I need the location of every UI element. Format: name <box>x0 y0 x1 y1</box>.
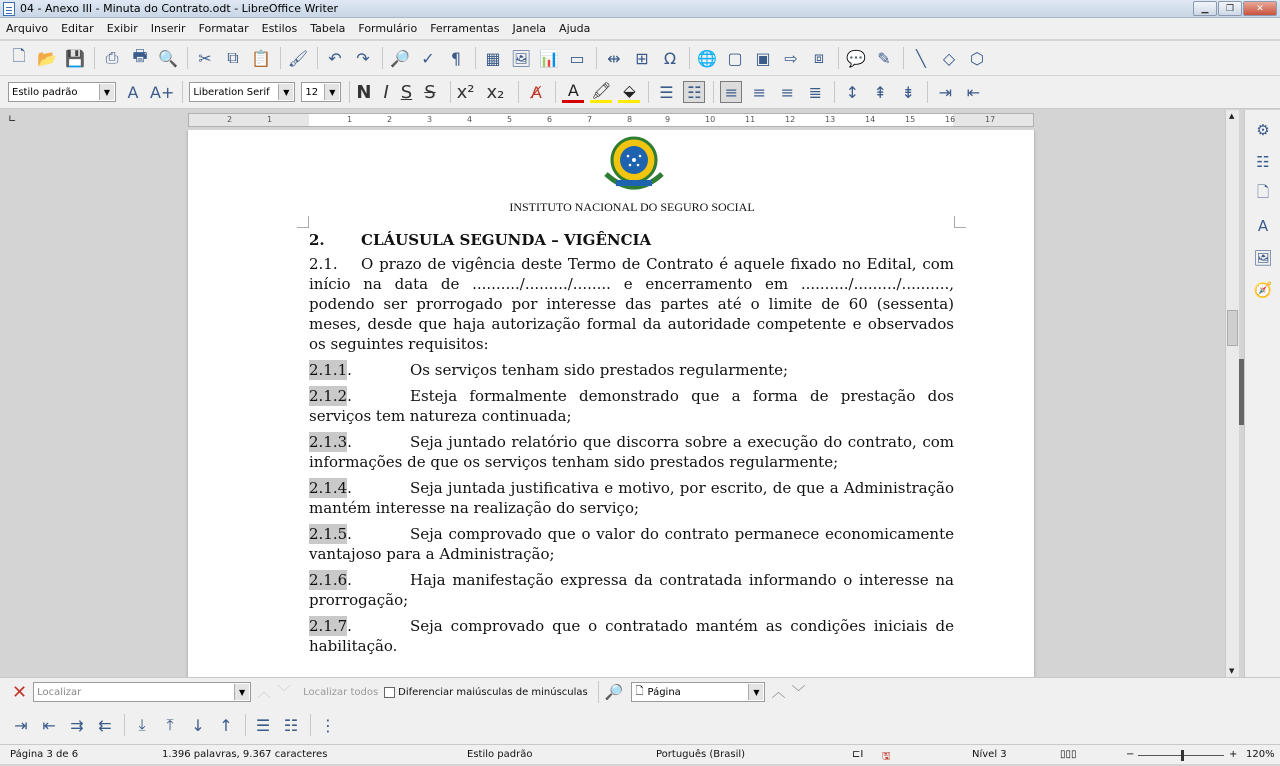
highlight-icon[interactable]: 🖍 <box>590 81 612 103</box>
zoom-out-icon[interactable]: − <box>1126 749 1135 760</box>
gallery-icon[interactable]: 🖼 <box>1253 249 1273 267</box>
paragraph-style-value: Estilo padrão <box>12 86 78 98</box>
ruler-number: 15 <box>905 115 916 124</box>
navigator-icon[interactable]: 🧭 <box>1253 281 1273 299</box>
match-case-label: Diferenciar maiúsculas de minúsculas <box>398 686 588 698</box>
decrease-paragraph-spacing-icon[interactable]: ⇟ <box>901 82 916 102</box>
status-bar <box>0 744 1280 764</box>
list-item <box>309 616 954 656</box>
find-all-button[interactable]: Localizar todos <box>303 686 379 698</box>
clause-heading-number: 2. <box>309 231 325 249</box>
menu-ajuda[interactable]: Ajuda <box>559 22 591 35</box>
ruler-number: 13 <box>825 115 836 124</box>
ruler-number: 16 <box>945 115 956 124</box>
navigate-next-icon[interactable]: ﹀ <box>791 685 806 701</box>
chevron-down-icon[interactable]: ▼ <box>234 684 249 700</box>
subscript-icon[interactable]: x₂ <box>486 81 505 103</box>
clause-intro-paragraph <box>309 254 954 354</box>
ruler-number: 11 <box>745 115 756 124</box>
close-window-button[interactable]: ✕ <box>1243 1 1277 16</box>
menu-editar[interactable]: Editar <box>61 22 94 35</box>
navigate-by-select[interactable] <box>631 682 765 702</box>
match-case-checkbox[interactable] <box>384 687 395 698</box>
menu-exibir[interactable]: Exibir <box>106 22 138 35</box>
find-next-icon[interactable]: ﹀ <box>277 685 292 701</box>
ruler-number: 14 <box>865 115 876 124</box>
font-color-icon[interactable]: A <box>562 81 584 103</box>
undo-icon[interactable]: ↶ <box>328 48 342 68</box>
promote-outline-icon[interactable]: ⇤ <box>42 715 56 735</box>
list-item <box>309 432 954 472</box>
ruler-number: 6 <box>547 115 553 124</box>
insert-mode-icon[interactable]: ⊏I <box>852 749 864 760</box>
list-item <box>309 386 954 426</box>
bullets-numbering-dialog-icon[interactable]: ⋮ <box>320 715 336 735</box>
draw-functions-icon[interactable]: ⬡ <box>970 48 984 68</box>
decrease-indent-icon[interactable]: ⇤ <box>966 82 981 102</box>
ruler-number: 4 <box>467 115 473 124</box>
brazil-coat-of-arms-icon <box>596 130 672 198</box>
find-previous-icon[interactable]: ︿ <box>257 685 272 701</box>
move-up-icon[interactable]: ⤒ <box>166 715 174 734</box>
gear-icon[interactable]: ⚙ <box>1256 121 1270 139</box>
justify-icon[interactable]: ≣ <box>808 82 823 102</box>
language[interactable]: Português (Brasil) <box>656 749 746 760</box>
increase-indent-icon[interactable]: ⇥ <box>938 82 953 102</box>
scrollbar-thumb[interactable] <box>1227 310 1238 346</box>
chevron-down-icon[interactable]: ▼ <box>748 684 763 700</box>
cut-icon[interactable]: ✂ <box>198 48 212 68</box>
item-text: Seja juntado relatório que discorra sobre a execução do contrato, com informações de que os serviços tenham sido prestados regularmente; <box>309 433 954 471</box>
item-number: 2.1.5. <box>309 525 352 543</box>
ruler-number: 7 <box>587 115 593 124</box>
list-item <box>309 360 954 380</box>
item-text: Seja comprovado que o valor do contrato permanece economicamente vantajoso para a Administração; <box>309 525 954 563</box>
insert-textbox-icon[interactable]: ▭ <box>569 48 585 68</box>
document-page[interactable] <box>188 130 1034 677</box>
promote-with-subpoints-icon[interactable]: ⇇ <box>98 715 112 735</box>
update-style-icon[interactable]: A <box>127 82 139 102</box>
formatting-toolbar <box>0 76 1280 109</box>
menu-janela[interactable]: Janela <box>512 22 547 35</box>
move-item-down-icon[interactable]: ↓ <box>191 715 205 735</box>
outline-level: Nível 3 <box>972 749 1007 760</box>
font-size-value: 12 <box>305 86 319 98</box>
tab-stop-selector-icon[interactable]: ∟ <box>8 114 17 125</box>
formatting-marks-icon[interactable]: ¶ <box>450 48 462 68</box>
clause-heading-text: CLÁUSULA SEGUNDA – VIGÊNCIA <box>361 231 652 249</box>
strikethrough-icon[interactable]: S <box>424 81 436 103</box>
print-icon[interactable]: 🖶 <box>132 45 148 65</box>
page-icon[interactable]: 🗋 <box>1256 182 1270 201</box>
find-replace-icon[interactable]: 🔎 <box>390 48 410 68</box>
chevron-down-icon[interactable]: ▼ <box>99 84 114 100</box>
minimize-button[interactable]: ▁ <box>1193 1 1217 16</box>
spellcheck-icon[interactable]: ✓ <box>421 48 435 68</box>
font-name-value: Liberation Serif <box>193 86 270 98</box>
menu-ferramentas[interactable]: Ferramentas <box>430 22 500 35</box>
superscript-icon[interactable]: x² <box>456 81 475 103</box>
character-highlight-icon[interactable]: ⬙ <box>618 81 640 103</box>
clear-formatting-icon[interactable]: A̸ <box>530 82 542 102</box>
find-replace-icon[interactable]: 🔎 <box>604 683 624 701</box>
increase-paragraph-spacing-icon[interactable]: ⇞ <box>873 82 888 102</box>
menu-formatar[interactable]: Formatar <box>198 22 249 35</box>
italic-icon[interactable]: I <box>383 81 389 103</box>
item-number: 2.1.6. <box>309 571 352 589</box>
view-layout-icon[interactable]: ▯▯▯ <box>1060 749 1077 760</box>
paragraph-style-select[interactable] <box>8 82 116 102</box>
styles-icon[interactable]: A <box>1257 217 1269 235</box>
demote-outline-icon[interactable]: ⇥ <box>14 715 28 735</box>
header-institute-name: INSTITUTO NACIONAL DO SEGURO SOCIAL <box>509 200 755 214</box>
menu-estilos[interactable]: Estilos <box>261 22 298 35</box>
ruler-number: 3 <box>427 115 433 124</box>
menu-formulario[interactable]: Formulário <box>358 22 418 35</box>
close-icon[interactable]: ✕ <box>12 681 28 703</box>
item-text: Os serviços tenham sido prestados regularmente; <box>410 361 789 379</box>
navigate-previous-icon[interactable]: ︿ <box>771 685 786 701</box>
window-title: 04 - Anexo III - Minuta do Contrato.odt - LibreOffice Writer <box>20 2 339 15</box>
horizontal-ruler[interactable] <box>188 113 1034 127</box>
insert-image-icon[interactable]: 🖼 <box>510 48 532 68</box>
ruler-number: 10 <box>705 115 716 124</box>
hyperlink-icon[interactable]: 🌐 <box>697 48 717 68</box>
chevron-down-icon[interactable]: ▼ <box>324 84 339 100</box>
search-input[interactable] <box>33 682 251 702</box>
window-controls <box>1193 1 1277 16</box>
ruler-number: 1 <box>347 115 353 124</box>
align-right-icon[interactable]: ≡ <box>780 82 795 102</box>
list-item <box>309 478 954 518</box>
page-icon: 🗋 <box>635 685 644 697</box>
page-count[interactable]: Página 3 de 6 <box>10 749 79 760</box>
menu-inserir[interactable]: Inserir <box>150 22 186 35</box>
insert-table-icon[interactable]: ▦ <box>485 48 501 68</box>
menu-arquivo[interactable]: Arquivo <box>6 22 49 35</box>
font-name-select[interactable] <box>189 82 295 102</box>
numbering-icon[interactable]: ☷ <box>683 81 705 103</box>
print-preview-icon[interactable]: 🔍 <box>158 48 178 68</box>
vertical-scrollbar[interactable] <box>1225 110 1239 677</box>
item-number: 2.1.7. <box>309 617 352 635</box>
line-icon[interactable]: ╲ <box>916 48 926 68</box>
footnote-icon[interactable]: ▢ <box>727 48 743 68</box>
insert-field-icon[interactable]: ⊞ <box>635 48 649 68</box>
clause-intro-text: O prazo de vigência deste Termo de Contrato é aquele fixado no Edital, com início na data de ........../........./........ e encerramento em ........../........./.........., podendo ser prorrogado por interesse das partes até o limite de 60 (sessenta) meses, desde que haja autorização formal da autoridade competente e observados os seguintes requisitos: <box>309 255 954 353</box>
ruler-number: 9 <box>665 115 671 124</box>
insert-unnumbered-entry-icon[interactable]: ☰ <box>255 715 271 735</box>
document-body[interactable] <box>309 230 954 662</box>
open-folder-icon[interactable]: 📂 <box>37 48 57 68</box>
restore-button[interactable]: ❐ <box>1218 1 1242 16</box>
font-size-select[interactable] <box>301 82 341 102</box>
clause-intro-number: 2.1. <box>309 255 338 273</box>
item-number: 2.1.3. <box>309 433 352 451</box>
writer-document-icon <box>3 2 15 16</box>
scroll-up-icon[interactable]: ▲ <box>1229 112 1235 120</box>
clause-heading <box>309 230 954 250</box>
move-down-icon[interactable]: ⤓ <box>138 715 146 734</box>
align-center-icon[interactable]: ≡ <box>752 82 767 102</box>
menu-bar <box>0 18 1280 39</box>
insert-chart-icon[interactable]: 📊 <box>539 48 559 68</box>
export-pdf-icon[interactable]: ⎙ <box>105 48 119 67</box>
track-changes-icon[interactable]: ✎ <box>877 48 891 68</box>
align-left-icon[interactable]: ≡ <box>720 81 742 103</box>
insert-page-break-icon[interactable]: ⇹ <box>607 48 621 68</box>
cross-reference-icon[interactable]: ⧈ <box>813 48 825 67</box>
standard-toolbar <box>0 41 1280 75</box>
ruler-number: 17 <box>985 115 996 124</box>
item-text: Esteja formalmente demonstrado que a forma de prestação dos serviços tem natureza continuada; <box>309 387 954 425</box>
redo-icon[interactable]: ↷ <box>356 48 370 68</box>
navigate-by-value: Página <box>647 686 681 698</box>
sidebar <box>1244 110 1280 677</box>
find-toolbar <box>0 677 1280 706</box>
document-area[interactable] <box>0 130 1225 677</box>
zoom-slider-thumb[interactable] <box>1181 750 1184 761</box>
line-spacing-icon[interactable]: ↕ <box>845 82 860 102</box>
menu-tabela[interactable]: Tabela <box>310 22 346 35</box>
chevron-down-icon[interactable]: ▼ <box>278 84 293 100</box>
item-number: 2.1.1. <box>309 361 352 379</box>
move-item-up-icon[interactable]: ↑ <box>219 715 233 735</box>
item-text: Haja manifestação expressa da contratada informando o interesse na prorrogação; <box>309 571 954 609</box>
clone-formatting-icon[interactable]: 🖌 <box>287 48 309 68</box>
ruler-number: 5 <box>507 115 513 124</box>
bookmark-icon[interactable]: ⇨ <box>784 48 798 68</box>
restart-numbering-icon[interactable]: ☷ <box>283 715 299 735</box>
item-number: 2.1.2. <box>309 387 352 405</box>
item-number: 2.1.4. <box>309 479 352 497</box>
scroll-down-icon[interactable]: ▼ <box>1229 667 1235 675</box>
bullets-icon[interactable]: ☰ <box>659 82 674 102</box>
ruler-number: 2 <box>227 115 233 124</box>
list-item <box>309 524 954 564</box>
document-modified-icon[interactable]: 🖫 <box>882 751 891 762</box>
new-style-icon[interactable]: A+ <box>150 82 175 102</box>
ruler-row <box>0 110 1225 130</box>
basic-shapes-icon[interactable]: ◇ <box>942 48 956 68</box>
zoom-level[interactable]: 120% <box>1246 749 1275 760</box>
demote-with-subpoints-icon[interactable]: ⇉ <box>70 715 84 735</box>
item-text: Seja comprovado que o contratado mantém as condições iniciais de habilitação. <box>309 617 954 655</box>
endnote-icon[interactable]: ▣ <box>755 48 771 68</box>
list-item <box>309 570 954 610</box>
ruler-number: 8 <box>627 115 633 124</box>
item-text: Seja juntada justificativa e motivo, por escrito, de que a Administração mantém interesse na realização do serviço; <box>309 479 954 517</box>
page-style[interactable]: Estilo padrão <box>467 749 533 760</box>
properties-icon[interactable]: ☷ <box>1256 153 1270 171</box>
title-bar <box>0 0 1280 18</box>
bullets-numbering-toolbar <box>0 706 1280 744</box>
ruler-number: 12 <box>785 115 796 124</box>
ruler-number: 2 <box>387 115 393 124</box>
search-placeholder: Localizar <box>37 686 82 698</box>
save-icon[interactable]: 💾 <box>65 48 85 68</box>
underline-icon[interactable]: S <box>400 81 413 103</box>
special-character-icon[interactable]: Ω <box>663 48 677 68</box>
comment-icon[interactable]: 💬 <box>846 48 866 68</box>
paste-icon[interactable]: 📋 <box>251 48 271 68</box>
new-document-icon[interactable]: 🗋 <box>12 45 26 65</box>
word-count[interactable]: 1.396 palavras, 9.367 caracteres <box>162 749 328 760</box>
bold-icon[interactable]: N <box>356 81 372 103</box>
copy-icon[interactable]: ⧉ <box>227 48 239 67</box>
zoom-in-icon[interactable]: + <box>1229 749 1238 760</box>
ruler-number: 1 <box>267 115 273 124</box>
